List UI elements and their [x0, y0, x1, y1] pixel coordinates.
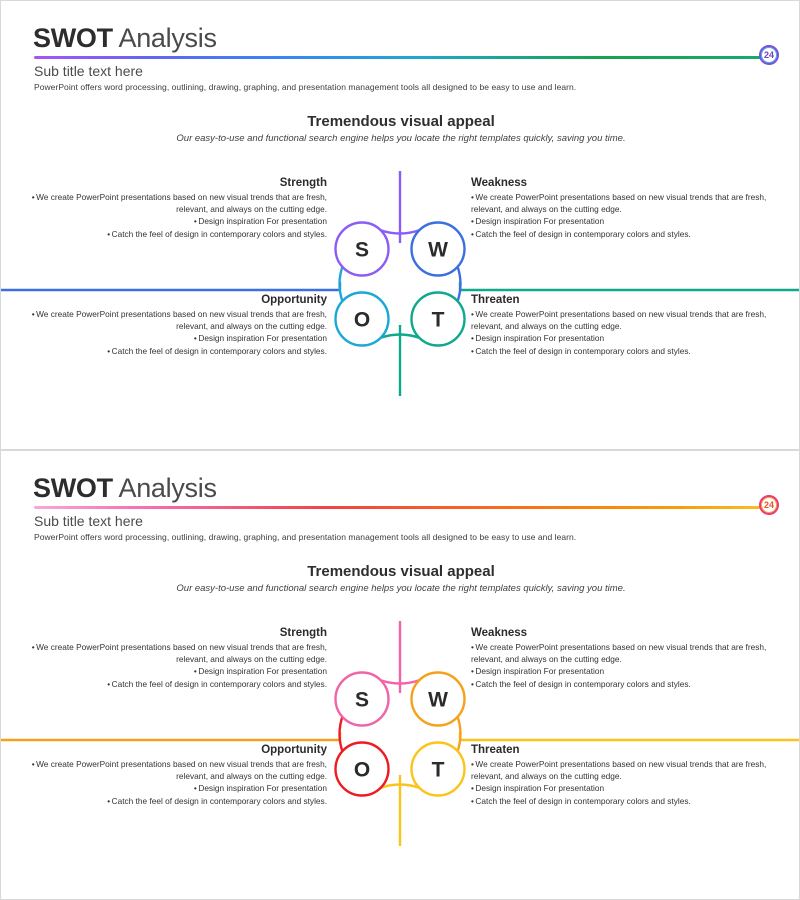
bullet-glyph: •: [471, 345, 474, 356]
bullet-text: We create PowerPoint presentations based on new visual trends that are fresh, relevant, and always on the cutting edge.: [36, 192, 327, 214]
bullet-glyph: •: [471, 678, 474, 689]
node-letter-t: T: [431, 308, 445, 332]
quadrant-title-weakness: Weakness: [471, 177, 528, 189]
lead-paragraph: PowerPoint offers word processing, outlining, drawing, graphing, and presentation management tools all designed to be easy to use and learn.: [34, 532, 577, 542]
sub-title: Sub title text here: [34, 513, 143, 529]
quadrant-title-weakness: Weakness: [471, 627, 528, 639]
page-title: [33, 473, 217, 503]
bullet-text: We create PowerPoint presentations based on new visual trends that are fresh, relevant, and always on the cutting edge.: [36, 642, 327, 664]
sub-title: Sub title text here: [34, 63, 143, 79]
bullet-text: Design inspiration For presentation: [198, 666, 327, 677]
bullet-text: We create PowerPoint presentations based on new visual trends that are fresh, relevant, and always on the cutting edge.: [471, 642, 767, 664]
bullet-text: Catch the feel of design in contemporary colors and styles.: [111, 228, 327, 239]
quadrant-title-opportunity: Opportunity: [261, 294, 327, 306]
bullet-text: Design inspiration For presentation: [475, 666, 605, 677]
swot-diagram-svg: [271, 611, 531, 856]
bullet-glyph: •: [107, 228, 111, 239]
center-subheading: Our easy-to-use and functional search engine helps you locate the right templates quickly, saving you time.: [176, 583, 626, 594]
bullet-text: Catch the feel of design in contemporary colors and styles.: [475, 678, 691, 689]
node-letter-o: O: [353, 758, 371, 782]
bullet-glyph: •: [31, 192, 35, 202]
bullet-text: Design inspiration For presentation: [475, 333, 605, 344]
page-title-strong: SWOT: [33, 23, 113, 53]
quadrant-title-threaten: Threaten: [471, 294, 520, 306]
node-letter-o: O: [353, 308, 371, 332]
bullet-glyph: •: [471, 216, 474, 227]
header-rule: [34, 506, 768, 509]
page-title-strong: SWOT: [33, 473, 113, 503]
bullet-glyph: •: [193, 333, 197, 344]
lead-paragraph: PowerPoint offers word processing, outlining, drawing, graphing, and presentation management tools all designed to be easy to use and learn.: [34, 82, 577, 92]
bullet-text: We create PowerPoint presentations based on new visual trends that are fresh, relevant, and always on the cutting edge.: [471, 192, 767, 214]
bullet-text: Design inspiration For presentation: [475, 216, 605, 227]
bullet-text: Design inspiration For presentation: [198, 333, 327, 344]
quadrant-title-strength: Strength: [279, 177, 327, 189]
bullet-text: Catch the feel of design in contemporary colors and styles.: [475, 228, 691, 239]
bullet-text: Catch the feel of design in contemporary colors and styles.: [111, 678, 327, 689]
arc-w-t: [457, 265, 461, 303]
center-heading: Tremendous visual appeal: [307, 113, 495, 130]
bullet-glyph: •: [471, 795, 474, 806]
center-heading: Tremendous visual appeal: [307, 563, 495, 580]
bullet-text: We create PowerPoint presentations based on new visual trends that are fresh, relevant, and always on the cutting edge.: [471, 309, 767, 331]
bullet-glyph: •: [471, 666, 474, 677]
bullet-glyph: •: [193, 783, 197, 794]
arc-w-t: [457, 715, 461, 753]
node-letter-w: W: [428, 688, 448, 712]
page-title: [33, 23, 217, 53]
bullet-glyph: •: [31, 642, 35, 652]
bullet-text: Catch the feel of design in contemporary colors and styles.: [111, 345, 327, 356]
bullet-text: Design inspiration For presentation: [198, 216, 327, 227]
center-subheading: Our easy-to-use and functional search engine helps you locate the right templates quickly, saving you time.: [176, 133, 626, 144]
bullet-glyph: •: [471, 759, 474, 769]
node-letter-s: S: [354, 238, 370, 262]
bullet-text: Design inspiration For presentation: [475, 783, 605, 794]
bullet-glyph: •: [471, 783, 474, 794]
bullet-glyph: •: [31, 309, 35, 319]
page-number-badge: 24: [759, 495, 779, 515]
page-title-light: Analysis: [112, 473, 217, 503]
quadrant-title-threaten: Threaten: [471, 744, 520, 756]
bullet-glyph: •: [107, 678, 111, 689]
bullet-glyph: •: [193, 216, 197, 227]
node-letter-w: W: [428, 238, 448, 262]
bullet-text: Catch the feel of design in contemporary colors and styles.: [475, 795, 691, 806]
bullet-text: We create PowerPoint presentations based on new visual trends that are fresh, relevant, and always on the cutting edge.: [471, 759, 767, 781]
bullet-glyph: •: [471, 333, 474, 344]
bullet-glyph: •: [471, 309, 474, 319]
bullet-glyph: •: [471, 642, 474, 652]
bullet-text: We create PowerPoint presentations based on new visual trends that are fresh, relevant, and always on the cutting edge.: [36, 759, 327, 781]
header-rule: [34, 56, 768, 59]
arc-s-o: [340, 265, 344, 303]
page-title-light: Analysis: [112, 23, 217, 53]
swot-diagram: [271, 161, 531, 406]
bullet-glyph: •: [31, 759, 35, 769]
node-letter-t: T: [431, 758, 445, 782]
quadrant-title-strength: Strength: [279, 627, 327, 639]
arc-s-o: [340, 715, 344, 753]
bullet-text: We create PowerPoint presentations based on new visual trends that are fresh, relevant, and always on the cutting edge.: [36, 309, 327, 331]
swot-diagram-svg: [271, 161, 531, 406]
bullet-text: Catch the feel of design in contemporary colors and styles.: [111, 795, 327, 806]
slide-warm: [0, 450, 800, 900]
bullet-text: Catch the feel of design in contemporary colors and styles.: [475, 345, 691, 356]
bullet-text: Design inspiration For presentation: [198, 783, 327, 794]
bullet-glyph: •: [193, 666, 197, 677]
bullet-glyph: •: [471, 228, 474, 239]
bullet-glyph: •: [471, 192, 474, 202]
page-number-badge: 24: [759, 45, 779, 65]
swot-diagram: [271, 611, 531, 856]
bullet-glyph: •: [107, 795, 111, 806]
quadrant-title-opportunity: Opportunity: [261, 744, 327, 756]
node-letter-s: S: [354, 688, 370, 712]
bullet-glyph: •: [107, 345, 111, 356]
